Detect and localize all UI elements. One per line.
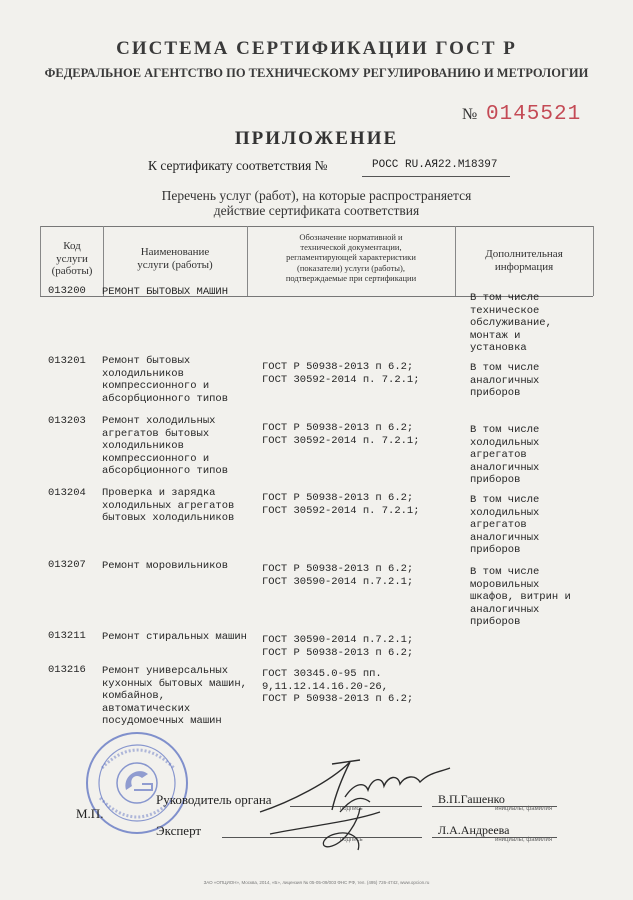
column-header-code: Код услуги (работы) <box>51 240 93 277</box>
printer-footer: ЗАО «ОПЦИОН», Москва, 2014, «Б», лицензия № 05-05-09/003 ФНС РФ, тел. (495) 726-4742, www.opcion.ru <box>203 880 430 885</box>
row-013200-code: 013200 <box>48 285 86 297</box>
table-border-left <box>40 226 41 296</box>
expert-signature-caption: подпись <box>340 837 363 843</box>
column-header-name: Наименование услуги (работы) <box>137 246 213 271</box>
table-top-border <box>40 226 593 227</box>
column-header-docs: Обозначение нормативной и технической документации, регламентирующей характеристики (показатели) услуги (работы), подтверждаемые при сертификации <box>285 232 417 283</box>
head-name-caption: инициалы, фамилия <box>495 806 553 812</box>
row-013211-code: 013211 <box>48 630 86 642</box>
row-013207-gost: ГОСТ Р 50938-2013 п 6.2; ГОСТ 30590-2014 п.7.2.1; <box>262 563 414 588</box>
column-header-info: Дополнительная информация <box>485 248 563 273</box>
head-of-body-label: Руководитель органа <box>156 792 272 807</box>
row-013203-code: 013203 <box>48 415 86 427</box>
row-013201-gost: ГОСТ Р 50938-2013 п 6.2; ГОСТ 30592-2014 п. 7.2.1; <box>262 361 420 386</box>
row-013204-info: В том числе холодильных агрегатов аналогичных приборов <box>470 494 540 556</box>
head-signature-caption: подпись <box>340 806 363 812</box>
list-title-line2: действие сертификата соответствия <box>213 203 420 218</box>
system-title: СИСТЕМА СЕРТИФИКАЦИИ ГОСТ Р <box>116 38 517 59</box>
row-013211-name: Ремонт стиральных машин <box>102 631 247 643</box>
expert-label: Эксперт <box>156 823 202 838</box>
row-013211-gost: ГОСТ 30590-2014 п.7.2.1; ГОСТ Р 50938-2013 п 6.2; <box>262 634 414 659</box>
row-013207-info: В том числе моровильных шкафов, витрин и аналогичных приборов <box>470 566 571 628</box>
row-013203-name: Ремонт холодильных агрегатов бытовых холодильников компрессионного и абсорбционного типов <box>102 415 229 477</box>
form-number: 0145521 <box>486 103 582 126</box>
certificate-number: РОСС RU.АЯ22.М18397 <box>372 159 498 171</box>
form-number-label: № <box>462 106 478 123</box>
expert-name: Л.А.Андреева <box>438 823 510 837</box>
row-013207-name: Ремонт моровильников <box>102 560 229 572</box>
row-013201-name: Ремонт бытовых холодильников компрессионного и абсорбционного типов <box>102 355 229 405</box>
table-divider-3 <box>455 226 456 296</box>
row-013216-code: 013216 <box>48 664 86 676</box>
row-013204-name: Проверка и зарядка холодильных агрегатов бытовых холодильников <box>102 487 235 524</box>
certificate-underline <box>362 176 510 177</box>
row-013204-code: 013204 <box>48 487 86 499</box>
row-013216-gost: ГОСТ 30345.0-95 пп. 9,11.12.14.16.20-26, ГОСТ Р 50938-2013 п 6.2; <box>262 668 414 705</box>
stamp-place-label: М.П. <box>76 806 104 821</box>
list-title-line1: Перечень услуг (работ), на которые распространяется <box>161 188 472 203</box>
table-border-right <box>593 226 594 296</box>
row-013201-info: В том числе аналогичных приборов <box>470 362 540 399</box>
row-013216-name: Ремонт универсальных кухонных бытовых машин, комбайнов, автоматических посудомоечных машин <box>102 665 247 727</box>
head-name: В.П.Гашенко <box>438 792 505 806</box>
agency-title: ФЕДЕРАЛЬНОЕ АГЕНТСТВО ПО ТЕХНИЧЕСКОМУ РЕГУЛИРОВАНИЮ И МЕТРОЛОГИИ <box>44 66 589 80</box>
row-013203-info: В том числе холодильных агрегатов аналогичных приборов <box>470 424 540 486</box>
row-013200-info: В том числе техническое обслуживание, монтаж и установка <box>470 292 552 354</box>
expert-name-caption: инициалы, фамилия <box>495 837 553 843</box>
row-013207-code: 013207 <box>48 559 86 571</box>
row-013201-code: 013201 <box>48 355 86 367</box>
certificate-label: К сертификату соответствия № <box>148 158 328 173</box>
row-013203-gost: ГОСТ Р 50938-2013 п 6.2; ГОСТ 30592-2014 п. 7.2.1; <box>262 422 420 447</box>
row-013200-name: РЕМОНТ БЫТОВЫХ МАШИН <box>102 286 229 298</box>
document-title: ПРИЛОЖЕНИЕ <box>234 128 399 149</box>
handwritten-signatures <box>240 742 470 862</box>
row-013204-gost: ГОСТ Р 50938-2013 п 6.2; ГОСТ 30592-2014 п. 7.2.1; <box>262 492 420 517</box>
